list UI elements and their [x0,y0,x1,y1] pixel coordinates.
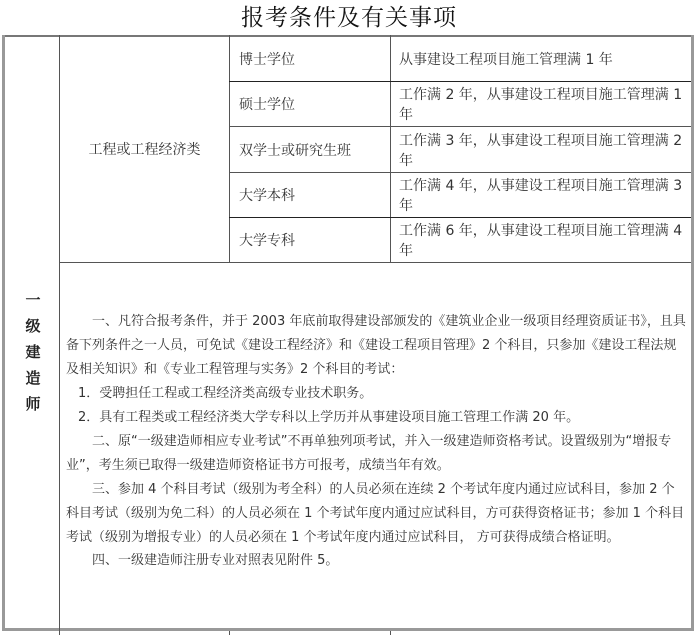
degree-cell: 双学士或研究生班 [239,142,351,159]
requirement-cell: 工作满 4 年，从事建设工程项目施工管理满 3 年 [399,178,683,214]
category-char: 造 [25,369,41,387]
category-label [5,285,61,625]
note-item: 1．受聘担任工程或工程经济类高级专业技术职务。 [78,386,373,401]
category-char: 一 [25,291,41,309]
requirement-cell: 从事建设工程项目施工管理满 1 年 [399,52,613,68]
note-paragraph: 二、原“一级建造师相应专业考试”不再单独列项考试，并入一级建造师资格考试。设置级别为“增报专业”，考生须已取得一级建造师资格证书方可报考，成绩当年有效。 [66,434,672,473]
category-char: 建 [25,343,41,361]
category-char: 师 [25,395,41,413]
requirement-cell: 工作满 6 年，从事建设工程项目施工管理满 4 年 [399,223,683,259]
degree-cell: 博士学位 [239,52,295,68]
requirement-cell: 工作满 3 年，从事建设工程项目施工管理满 2 年 [399,132,683,169]
notes-section [66,310,686,572]
table-border-right [691,35,694,631]
category-char: 级 [25,317,41,335]
row-divider [59,262,691,263]
degree-cell: 大学专科 [239,233,295,249]
page-title: 报考条件及有关事项 [241,5,457,31]
major-cell: 工程或工程经济类 [88,141,201,158]
col-divider [390,35,391,262]
degree-cell: 大学本科 [239,188,295,204]
note-paragraph: 四、一级建造师注册专业对照表见附件 5。 [92,553,339,568]
note-paragraph: 一、凡符合报考条件，并于 2003 年底前取得建设部颁发的《建筑业企业一级项目经理资质证书》，且具备下列条件之一人员，可免试《建设工程经济》和《建设工程项目管理》2 个科目，只参加《建设工程法规及相关知识》和《专业工程管理与实务》2 个科目的考试： [66,314,686,377]
note-item: 2．具有工程类或工程经济类大学专科以上学历并从事建设项目施工管理工作满 20 年。 [78,410,580,425]
degree-cell: 硕士学位 [239,97,295,113]
col-divider [229,35,230,262]
note-paragraph: 三、参加 4 个科目考试（级别为考全科）的人员必须在连续 2 个考试年度内通过应试科目，参加 2 个科目考试（级别为免二科）的人员必须在 1 个考试年度内通过应试科目，方可获得资格证书；参加 1 个科目考试（级别为增报专业）的人员必须在 1 个考试年度内通过应试科目， 方可获得成绩合格证明。 [66,482,685,545]
requirement-cell: 工作满 2 年，从事建设工程项目施工管理满 1 年 [399,87,683,123]
table-border-bottom [2,628,694,631]
